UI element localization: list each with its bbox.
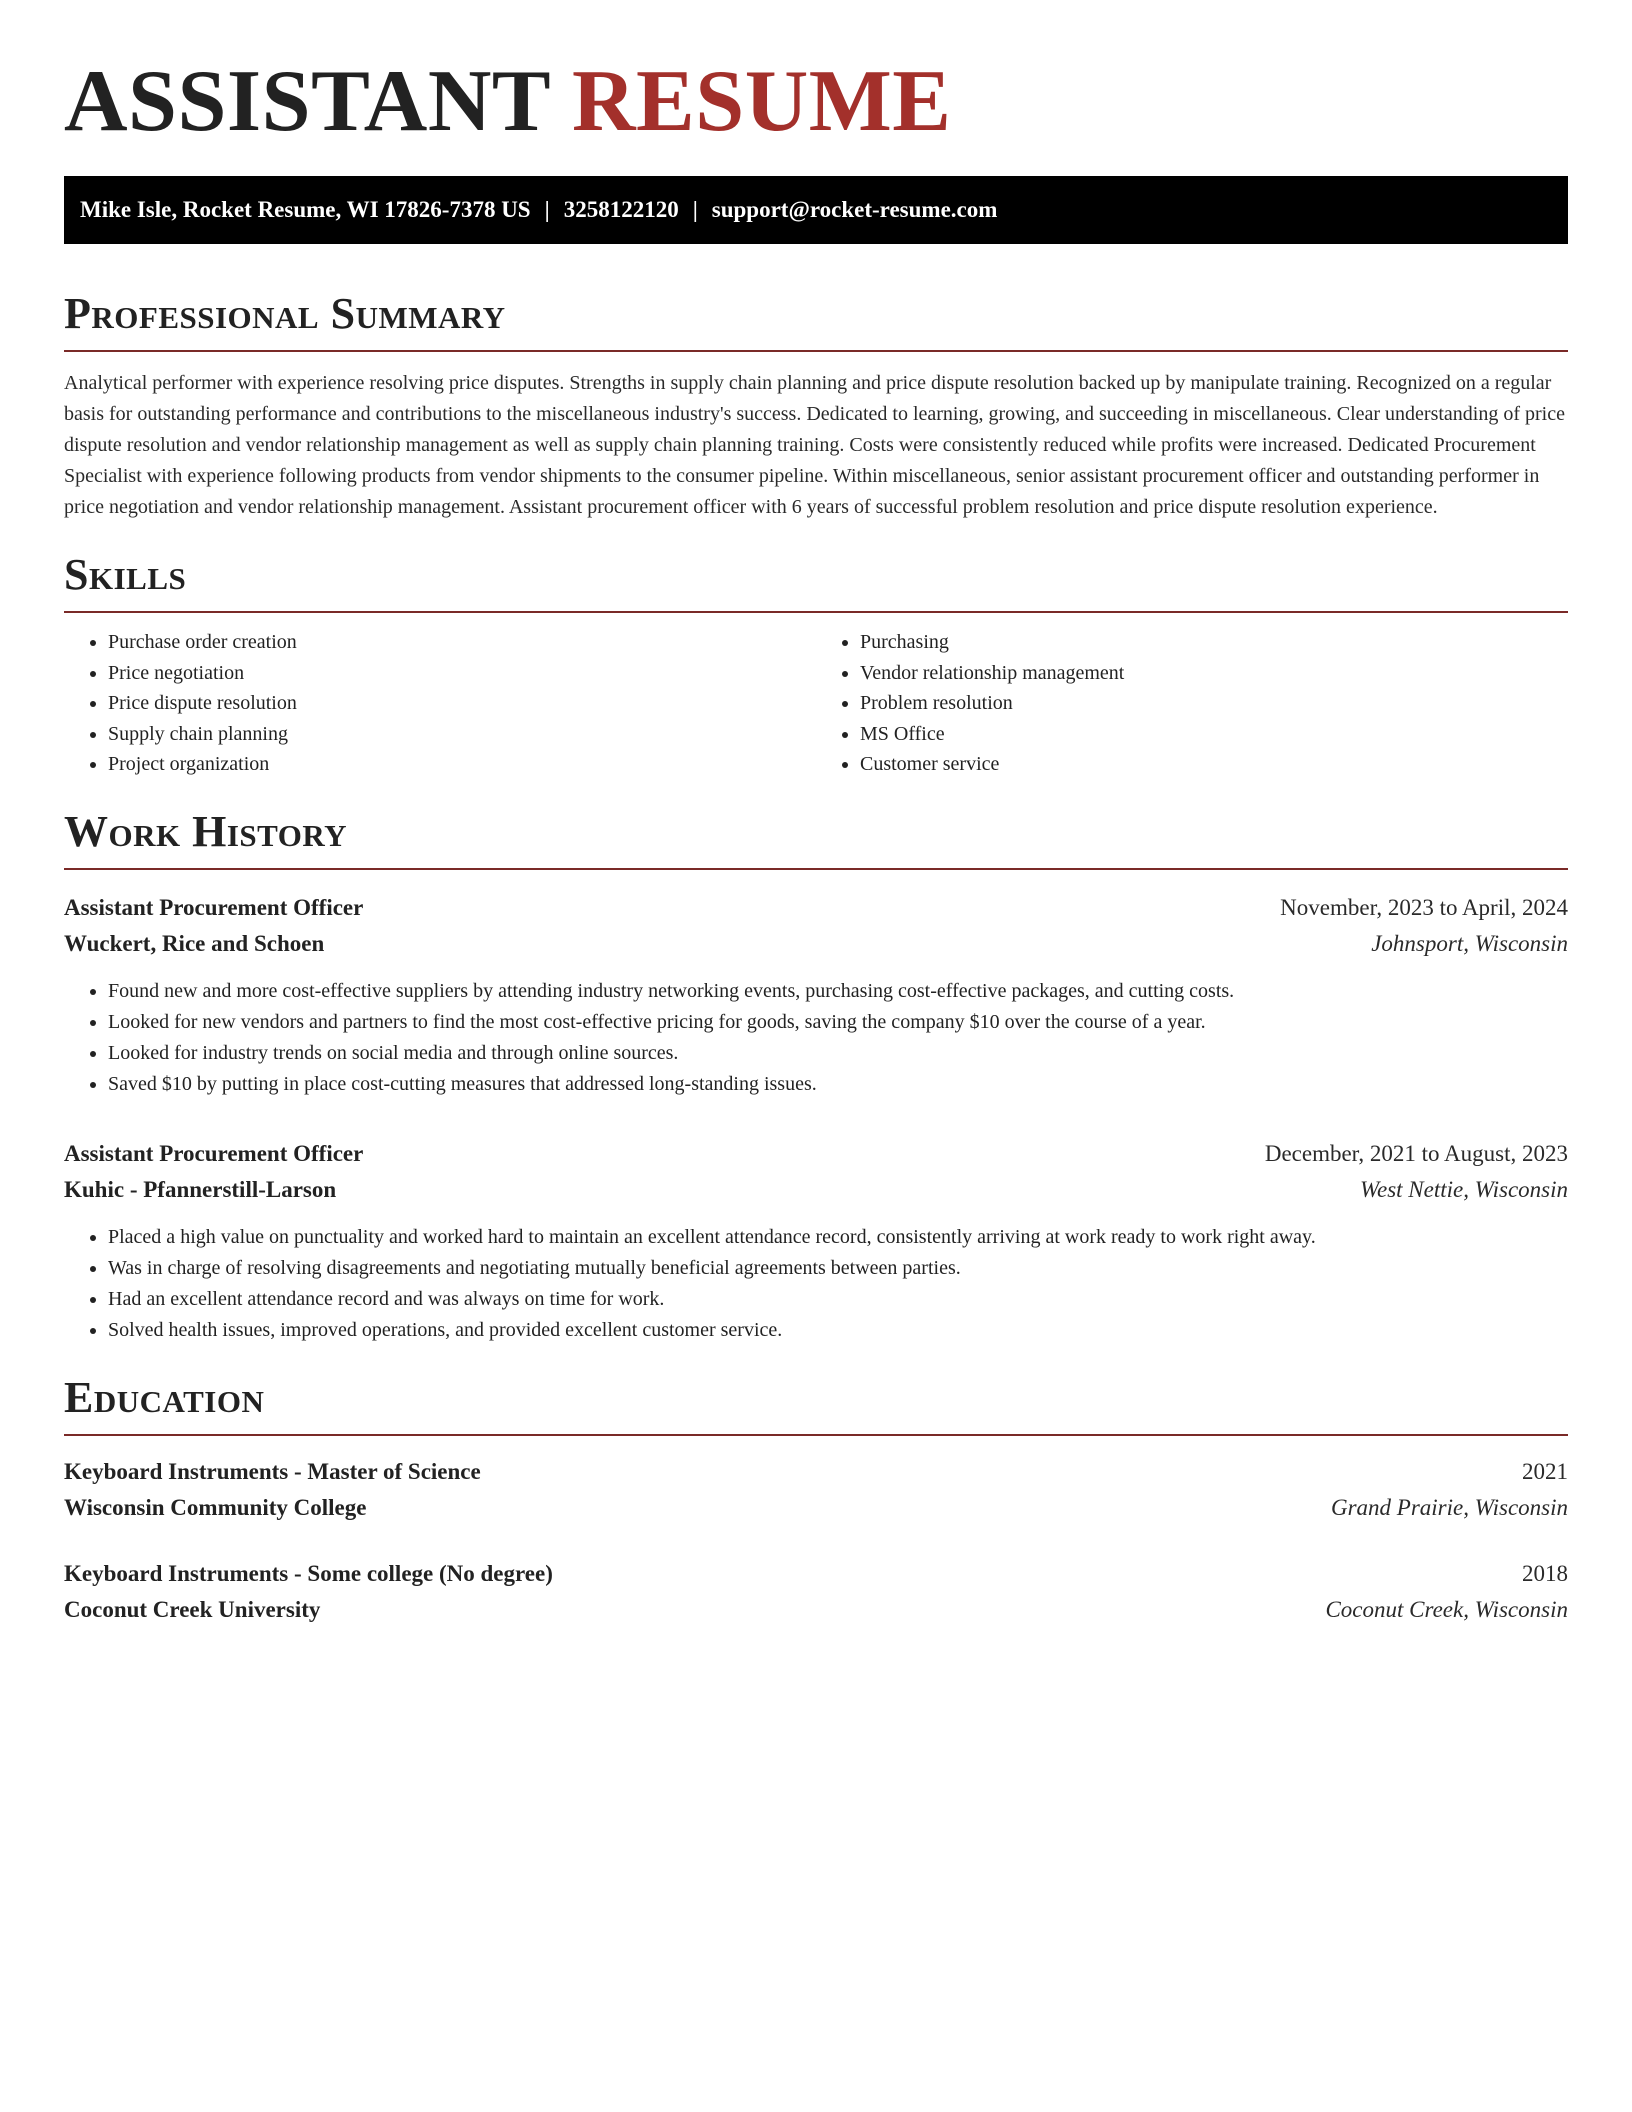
skill-item: • Vendor relationship management: [860, 658, 1568, 689]
skills-column-left: [64, 627, 816, 780]
skill-item: • Problem resolution: [860, 688, 1568, 719]
skills-list: [64, 627, 1568, 780]
section-heading-summary: Professional Summary: [64, 288, 1568, 352]
skill-item: • Purchase order creation: [108, 627, 816, 658]
education-degree-row: [64, 1454, 1568, 1490]
education-year: 2018: [1522, 1560, 1568, 1586]
education-year: 2021: [1522, 1458, 1568, 1484]
skill-item: • Purchasing: [860, 627, 1568, 658]
job-bullet: • Placed a high value on punctuality and worked hard to maintain an excellent attendance record, consistently arriving at work ready to work right away.: [108, 1222, 1568, 1253]
job-bullet: • Solved health issues, improved operations, and provided excellent customer service.: [108, 1315, 1568, 1346]
job-company-row: [64, 1172, 1568, 1208]
education-degree: Keyboard Instruments - Master of Science: [64, 1458, 481, 1484]
contact-phone[interactable]: 3258122120: [563, 197, 679, 222]
skill-item: • Price negotiation: [108, 658, 816, 689]
summary-paragraph: Analytical performer with experience resolving price disputes. Strengths in supply chain planning and price dispute resolution backed up by manipulate training. Recognized on a regular basis for outstanding performance and contributions to the miscellaneous industry's success. Dedicated to learning, growing, and succeeding in miscellaneous. Clear understanding of price dispute resolution and vendor relationship management as well as supply chain planning training. Costs were consistently reduced while profits were increased. Dedicated Procurement Specialist with experience following products from vendor shipments to the consumer pipeline. Within miscellaneous, senior assistant procurement officer and outstanding performer in price negotiation and vendor relationship management. Assistant procurement officer with 6 years of successful problem resolution and price dispute resolution experience.: [64, 372, 1565, 518]
education-location: Grand Prairie, Wisconsin: [1330, 1494, 1568, 1520]
job-bullet: • Saved $10 by putting in place cost-cutting measures that addressed long-standing issues.: [108, 1069, 1568, 1100]
job-entry: [64, 890, 1568, 1100]
job-bullet: • Had an excellent attendance record and was always on time for work.: [108, 1284, 1568, 1315]
job-location: West Nettie, Wisconsin: [1359, 1176, 1568, 1202]
job-bullet: • Found new and more cost-effective suppliers by attending industry networking events, purchasing cost-effective packages, and cutting costs.: [108, 976, 1568, 1007]
section-heading-work-history: Work History: [64, 806, 1568, 870]
job-company-row: [64, 926, 1568, 962]
education-location: Coconut Creek, Wisconsin: [1325, 1596, 1568, 1622]
job-company: Wuckert, Rice and Schoen: [64, 930, 325, 956]
contact-address: Mike Isle, Rocket Resume, WI 17826-7378 US: [80, 197, 531, 222]
contact-email[interactable]: support@rocket-resume.com: [711, 197, 998, 222]
title-word-resume: RESUME: [572, 53, 952, 150]
education-school-row: [64, 1490, 1568, 1526]
contact-bar: [64, 176, 1568, 244]
education-entry: [64, 1556, 1568, 1628]
job-company: Kuhic - Pfannerstill-Larson: [64, 1176, 337, 1202]
job-title: Assistant Procurement Officer: [64, 1140, 364, 1166]
job-bullet: • Looked for industry trends on social media and through online sources.: [108, 1038, 1568, 1069]
section-heading-skills: Skills: [64, 549, 1568, 613]
job-title: Assistant Procurement Officer: [64, 894, 364, 920]
contact-separator: |: [544, 197, 550, 222]
education-school-row: [64, 1592, 1568, 1628]
skill-item: • Customer service: [860, 749, 1568, 780]
skill-item: • Price dispute resolution: [108, 688, 816, 719]
job-bullets: [64, 976, 1568, 1100]
job-header-row: [64, 890, 1568, 926]
skill-item: • Supply chain planning: [108, 719, 816, 750]
skill-item: • MS Office: [860, 719, 1568, 750]
title-word-assistant: ASSISTANT: [64, 53, 550, 150]
education-degree: Keyboard Instruments - Some college (No degree): [64, 1560, 553, 1586]
job-entry: [64, 1136, 1568, 1346]
contact-separator: |: [692, 197, 698, 222]
job-dates: November, 2023 to April, 2024: [1280, 894, 1568, 920]
job-location: Johnsport, Wisconsin: [1371, 930, 1568, 956]
job-bullet: • Was in charge of resolving disagreements and negotiating mutually beneficial agreements between parties.: [108, 1253, 1568, 1284]
education-degree-row: [64, 1556, 1568, 1592]
education-school: Wisconsin Community College: [64, 1494, 367, 1520]
job-bullet: • Looked for new vendors and partners to find the most cost-effective pricing for goods, saving the company $10 over the course of a year.: [108, 1007, 1568, 1038]
job-bullets: [64, 1222, 1568, 1346]
resume-title: [64, 0, 1568, 150]
education-school: Coconut Creek University: [64, 1596, 321, 1622]
skill-item: • Project organization: [108, 749, 816, 780]
job-header-row: [64, 1136, 1568, 1172]
section-heading-education: Education: [64, 1372, 1568, 1436]
education-entry: [64, 1454, 1568, 1526]
job-dates: December, 2021 to August, 2023: [1264, 1140, 1568, 1166]
skills-column-right: [816, 627, 1568, 780]
